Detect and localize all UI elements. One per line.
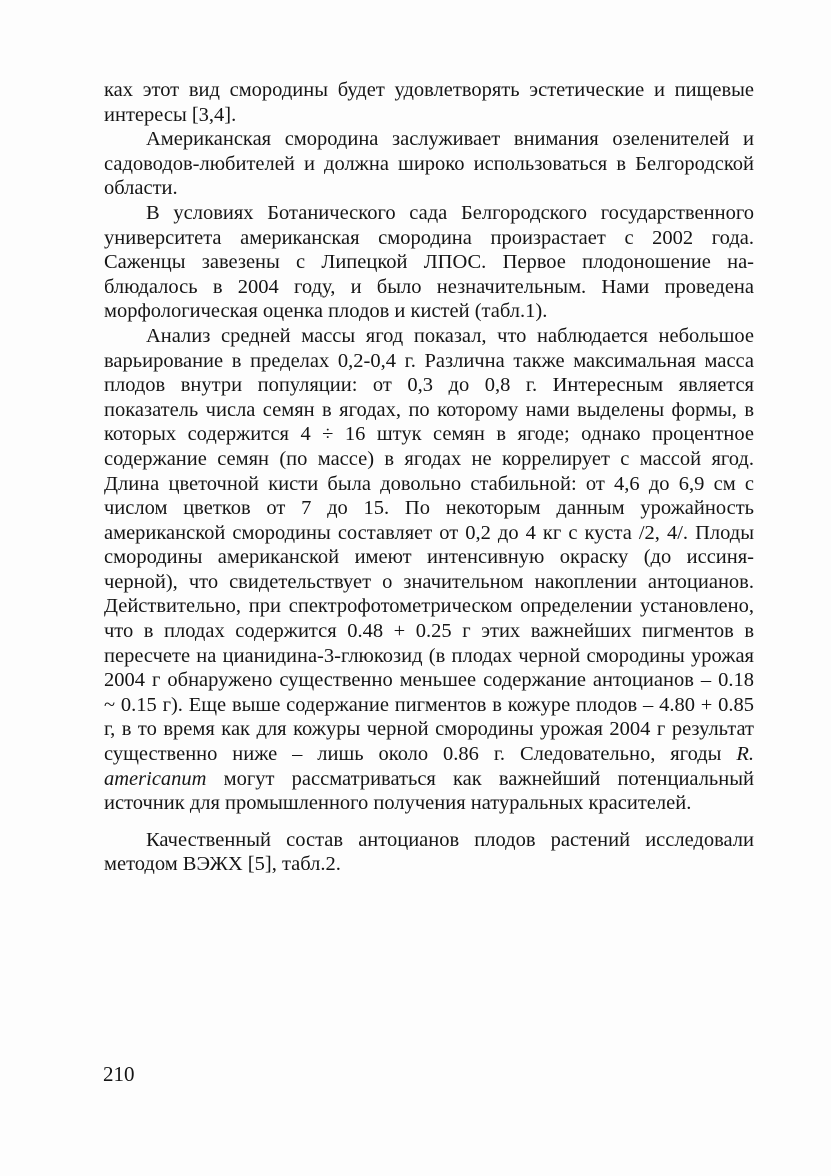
- analysis-text-part-1: Анализ средней массы ягод показал, что наблюдается небольшое варьирование в пределах 0,2-0,4 г. Различна также максимальная масса плодов внутри популяции: от 0,3 до 0,8 г. Интересным является показатель числа семян в ягодах, по которому нами выделены формы, в которых содержится 4 ÷ 16 штук семян в ягоде; однако процентное содержание семян (по массе) в ягодах не коррелирует с массой ягод. Длина цветочной кисти была довольно стабильной: от 4,6 до 6,9 см с числом цветков от 7 до 15. По некоторым данным урожайность американской смородины составляет от 0,2 до 4 кг с куста /2, 4/. Плоды смородины американской имеют интенсивную окраску (до иссиня-черной), что свидетельствует о значительном накоплении антоцианов. Действительно, при спектрофотометрическом определении установлено, что в плодах содержится 0.48 + 0.25 г этих важнейших пигментов в пересчете на цианидина-3-глюкозид (в плодах черной смородины урожая 2004 г обнаружено существенно меньшее содержание антоцианов – 0.18 ~ 0.15 г). Еще выше содержание пигментов в кожуре плодов – 4.80 + 0.85 г, в то время как для кожуры черной смородины урожая 2004 г результат существенно ниже – лишь около 0.86 г. Следовательно, ягоды: [104, 324, 754, 766]
- paragraph-analysis: [104, 324, 754, 816]
- paragraph-american-currant-value: Американская смородина заслуживает внимания озеленителей и садоводов-любителей и должна широко использоваться в Белгородской области.: [104, 128, 754, 200]
- paragraph-botanical-garden: В условиях Ботанического сада Белгородского государственного университета американская смородина произрастает с 2002 года. Саженцы завезены с Липецкой ЛПОС. Первое плодоношение наблюдалось в 2004 году, и было незначительным. Нами проведена морфологическая оценка плодов и кистей (табл.1).: [104, 201, 754, 323]
- paragraph-hplc-method: Качественный состав антоцианов плодов растений исследовали методом ВЭЖХ [5], табл.2.: [104, 828, 754, 876]
- analysis-text-part-2: могут рассматриваться как важнейший потенциальный источник для промышленного получения натуральных красителей.: [104, 767, 754, 815]
- paragraph-continuation: ках этот вид смородины будет удовлетворять эстетические и пищевые интересы [3,4].: [104, 79, 754, 126]
- species-name-italic: R. americanum: [104, 743, 754, 790]
- page-number: 210: [103, 1062, 135, 1086]
- body-text: [104, 78, 754, 877]
